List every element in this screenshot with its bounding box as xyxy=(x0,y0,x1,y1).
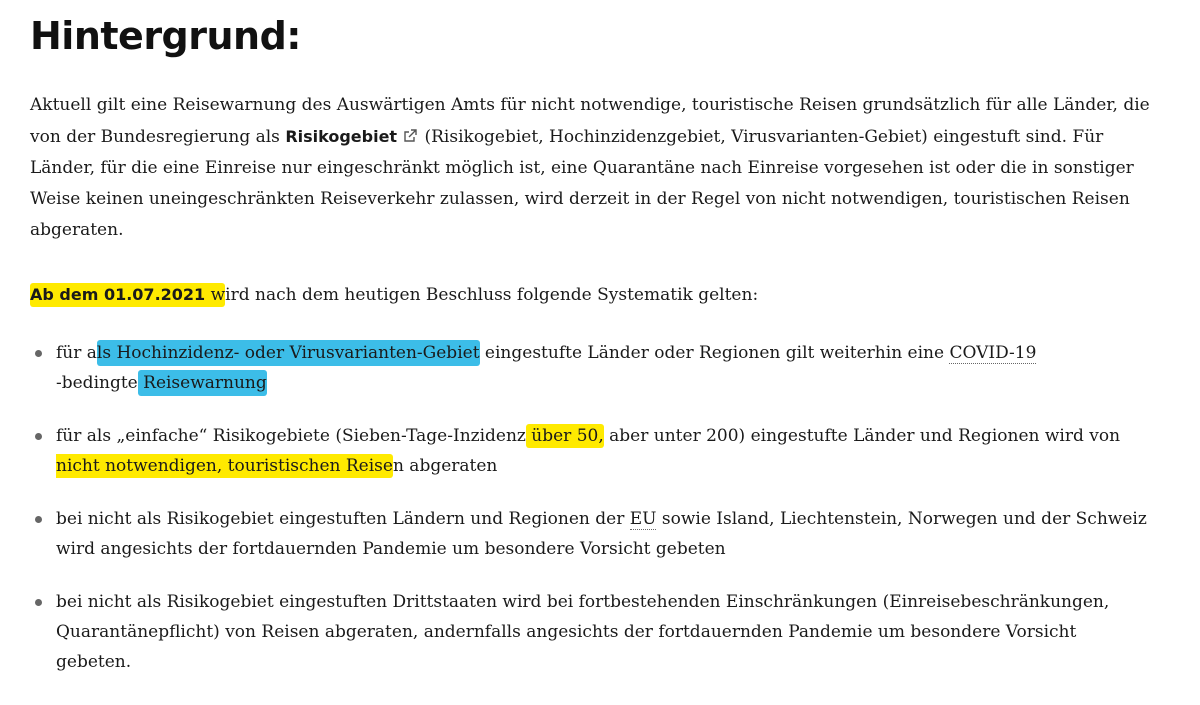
date-bold: Ab dem 01.07.2021 xyxy=(30,285,206,304)
highlight-blue-warning: Reisewarnung xyxy=(138,370,267,396)
risikogebiet-link-label: Risikogebiet xyxy=(285,127,398,146)
item2-post: n abgeraten xyxy=(392,456,498,476)
item2-mid: aber unter 200) eingestufte Länder und Regionen wird von xyxy=(603,426,1121,446)
list-item xyxy=(30,338,1150,398)
bullet-dot xyxy=(35,350,42,357)
bullet-dot xyxy=(35,599,42,606)
item1-pre: für a xyxy=(56,343,97,363)
decision-paragraph xyxy=(30,279,1150,311)
bullet-dot xyxy=(35,433,42,440)
list-item xyxy=(30,587,1150,677)
decision-rest: ird nach dem heutigen Beschluss folgende Systematik gelten: xyxy=(225,285,759,305)
item3-post: sowie Island, Liechtenstein, Norwegen und der Schweiz wird angesichts der fortdauernden Pandemie um besondere Vorsicht gebeten xyxy=(56,509,1147,559)
highlight-blue-region: ls Hochinzidenz- oder Virusvarianten-Gebiet xyxy=(97,340,480,366)
abbr-eu[interactable]: EU xyxy=(629,509,657,529)
highlight-date xyxy=(30,283,225,307)
item3-pre: bei nicht als Risikogebiet eingestuften Ländern und Regionen der xyxy=(56,509,630,529)
date-highlight-tail: w xyxy=(205,285,226,305)
item1-mid: eingestufte Länder oder Regionen gilt weiterhin eine xyxy=(479,343,950,363)
list-item xyxy=(30,504,1150,564)
intro-text-part2: (Risikogebiet, Hochinzidenzgebiet, Virusvarianten-Gebiet) eingestuft sind. Für Länder, für die eine Einreise nur eingeschränkt möglich ist, eine Quarantäne nach Einreise vorgesehen ist oder die in sonstiger Weise keinen uneingeschränkten Reiseverkehr zulassen, wird derzeit in der Regel von nicht notwendigen, touristischen Reisen abgeraten. xyxy=(30,127,1134,240)
external-link-icon xyxy=(403,129,417,143)
bullet-dot xyxy=(35,516,42,523)
highlight-yellow-travel: nicht notwendigen, touristischen Reise xyxy=(56,456,393,476)
list-item xyxy=(30,421,1150,481)
page-heading: Hintergrund: xyxy=(30,14,302,58)
highlight-yellow-incidence: über 50, xyxy=(525,426,604,446)
intro-paragraph xyxy=(30,90,1150,246)
item2-pre: für als „einfache“ Risikogebiete (Sieben-Tage-Inzidenz xyxy=(56,426,526,446)
risikogebiet-link[interactable] xyxy=(285,127,419,146)
systematics-list xyxy=(30,338,1150,677)
intro-text-part1: Aktuell gilt eine Reisewarnung des Auswärtigen Amts für nicht notwendige, touristische Reisen grundsätzlich für alle Länder, die von der Bundesregierung als xyxy=(30,95,1150,147)
item1-post: -bedingte xyxy=(56,373,138,393)
abbr-covid[interactable]: COVID-19 xyxy=(949,343,1037,363)
item4-text: bei nicht als Risikogebiet eingestuften Drittstaaten wird bei fortbestehenden Einschränkungen (Einreisebeschränkungen, Quarantänepflicht) von Reisen abgeraten, andernfalls angesichts der fortdauernden Pandemie um besondere Vorsicht gebeten. xyxy=(56,592,1110,672)
